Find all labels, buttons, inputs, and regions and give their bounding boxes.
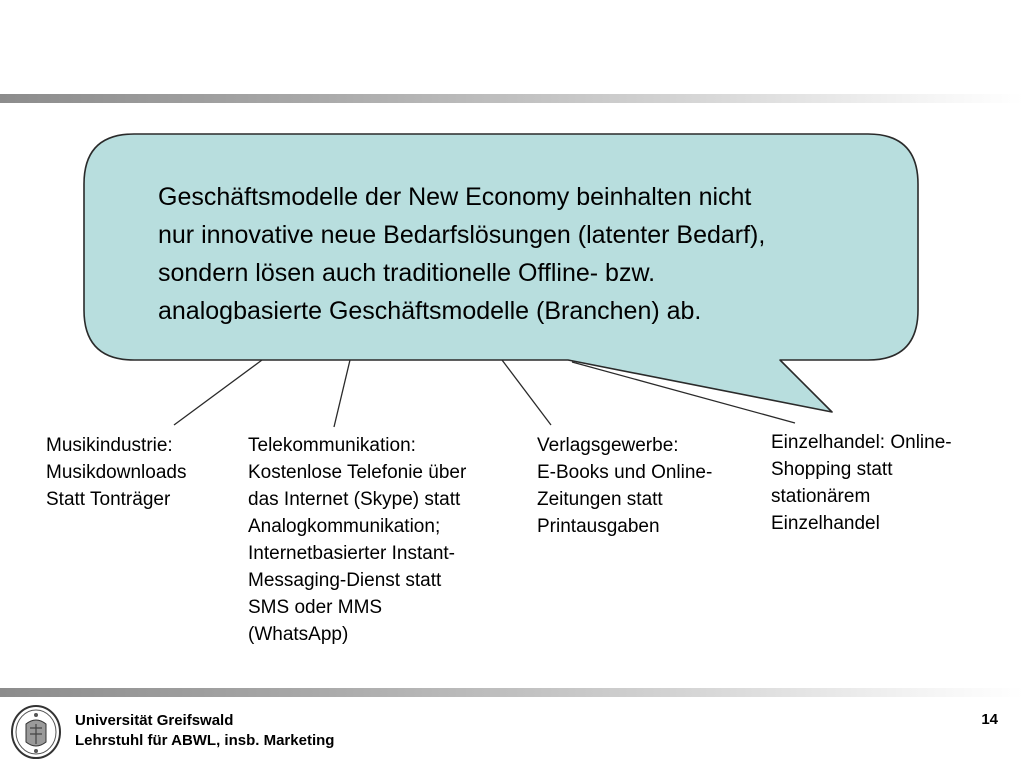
connector-line-publishing — [502, 360, 551, 425]
example-line: Analogkommunikation; — [248, 516, 441, 537]
chair-name: Lehrstuhl für ABWL, insb. Marketing — [75, 732, 335, 749]
example-line: Messaging-Dienst statt — [248, 570, 442, 591]
example-line: Einzelhandel: Online- — [771, 432, 952, 453]
example-line: Printausgaben — [537, 516, 660, 537]
example-line: Shopping statt — [771, 459, 893, 480]
main-statement — [158, 178, 898, 330]
statement-line: nur innovative neue Bedarfslösungen (latenter Bedarf), — [158, 221, 766, 249]
statement-line: analogbasierte Geschäftsmodelle (Branchen) ab. — [158, 297, 702, 325]
university-seal-icon — [10, 704, 62, 760]
example-line: (WhatsApp) — [248, 624, 349, 645]
example-line: Musikindustrie: — [46, 435, 173, 456]
example-line: das Internet (Skype) statt — [248, 489, 461, 510]
example-retail — [771, 429, 952, 537]
bottom-divider-bar — [0, 688, 1024, 697]
example-line: Zeitungen statt — [537, 489, 663, 510]
example-line: SMS oder MMS — [248, 597, 383, 618]
example-telecommunication — [248, 432, 466, 648]
example-line: Einzelhandel — [771, 513, 880, 534]
statement-line: Geschäftsmodelle der New Economy beinhalten nicht — [158, 183, 752, 211]
footer-institution — [75, 711, 334, 751]
connector-line-music — [174, 360, 262, 425]
example-line: Musikdownloads — [46, 462, 187, 483]
university-name: Universität Greifswald — [75, 712, 234, 729]
example-line: stationärem — [771, 486, 871, 507]
example-line: Statt Tonträger — [46, 489, 171, 510]
example-line: E-Books und Online- — [537, 462, 713, 483]
example-music-industry — [46, 432, 186, 513]
example-line: Kostenlose Telefonie über — [248, 462, 467, 483]
example-line: Internetbasierter Instant- — [248, 543, 455, 564]
page-number: 14 — [981, 711, 998, 728]
connector-line-telecom — [334, 360, 350, 427]
example-line: Telekommunikation: — [248, 435, 416, 456]
example-publishing — [537, 432, 712, 540]
example-line: Verlagsgewerbe: — [537, 435, 679, 456]
statement-line: sondern lösen auch traditionelle Offline- bzw. — [158, 259, 656, 287]
